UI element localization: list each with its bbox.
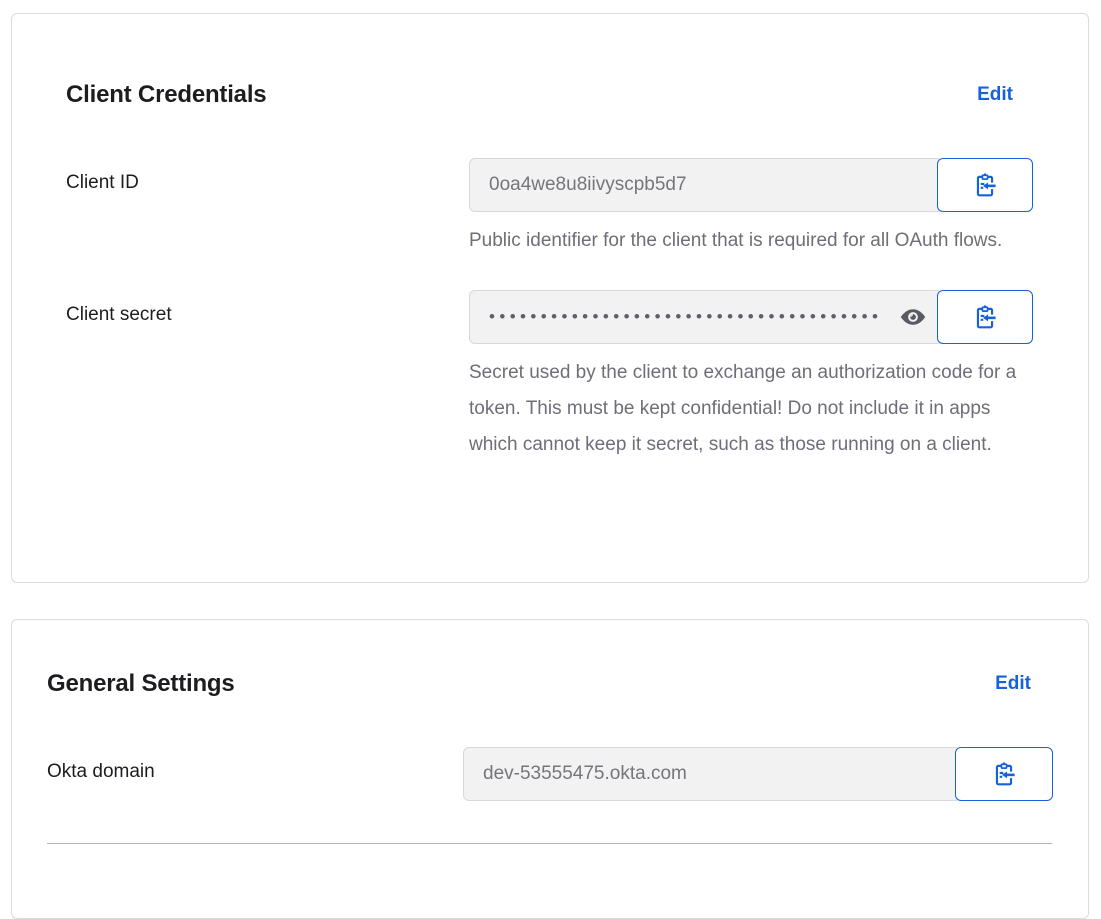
okta-domain-row	[47, 747, 1088, 801]
client-id-value: 0oa4we8u8iivyscpb5d7	[489, 174, 687, 195]
copy-to-clipboard-icon	[972, 304, 998, 330]
client-id-field-area	[469, 158, 1033, 259]
client-secret-field-area	[469, 290, 1033, 463]
edit-general-settings-link[interactable]: Edit	[995, 673, 1031, 694]
okta-domain-field-area	[463, 747, 1053, 801]
reveal-secret-button[interactable]	[899, 307, 927, 327]
edit-client-credentials-link[interactable]: Edit	[977, 84, 1013, 105]
client-secret-row	[66, 290, 1088, 463]
okta-domain-input[interactable]	[463, 747, 961, 801]
client-id-label: Client ID	[66, 172, 139, 193]
copy-client-secret-button[interactable]	[937, 290, 1033, 344]
eye-icon	[899, 307, 927, 327]
client-id-row	[66, 158, 1088, 259]
okta-domain-label: Okta domain	[47, 761, 155, 782]
copy-to-clipboard-icon	[972, 172, 998, 198]
client-credentials-header	[66, 81, 1013, 109]
client-credentials-card	[11, 13, 1089, 583]
copy-to-clipboard-icon	[991, 761, 1017, 787]
general-settings-header	[47, 670, 1031, 698]
okta-domain-value: dev-53555475.okta.com	[483, 763, 687, 784]
client-id-input[interactable]	[469, 158, 943, 212]
client-secret-help-text: Secret used by the client to exchange an authorization code for a token. This must be kept confidential! Do not include it in apps which cannot keep it secret, such as those running on a client.	[469, 362, 1017, 455]
section-divider	[47, 843, 1052, 844]
client-id-help-text: Public identifier for the client that is required for all OAuth flows.	[469, 230, 1003, 251]
client-secret-label: Client secret	[66, 304, 172, 325]
general-settings-card	[11, 619, 1089, 919]
client-secret-masked-value: ••••••••••••••••••••••••••••••••••••••	[489, 307, 883, 326]
copy-okta-domain-button[interactable]	[955, 747, 1053, 801]
general-settings-title: General Settings	[47, 670, 235, 697]
copy-client-id-button[interactable]	[937, 158, 1033, 212]
client-credentials-title: Client Credentials	[66, 81, 267, 108]
client-secret-input[interactable]	[469, 290, 943, 344]
